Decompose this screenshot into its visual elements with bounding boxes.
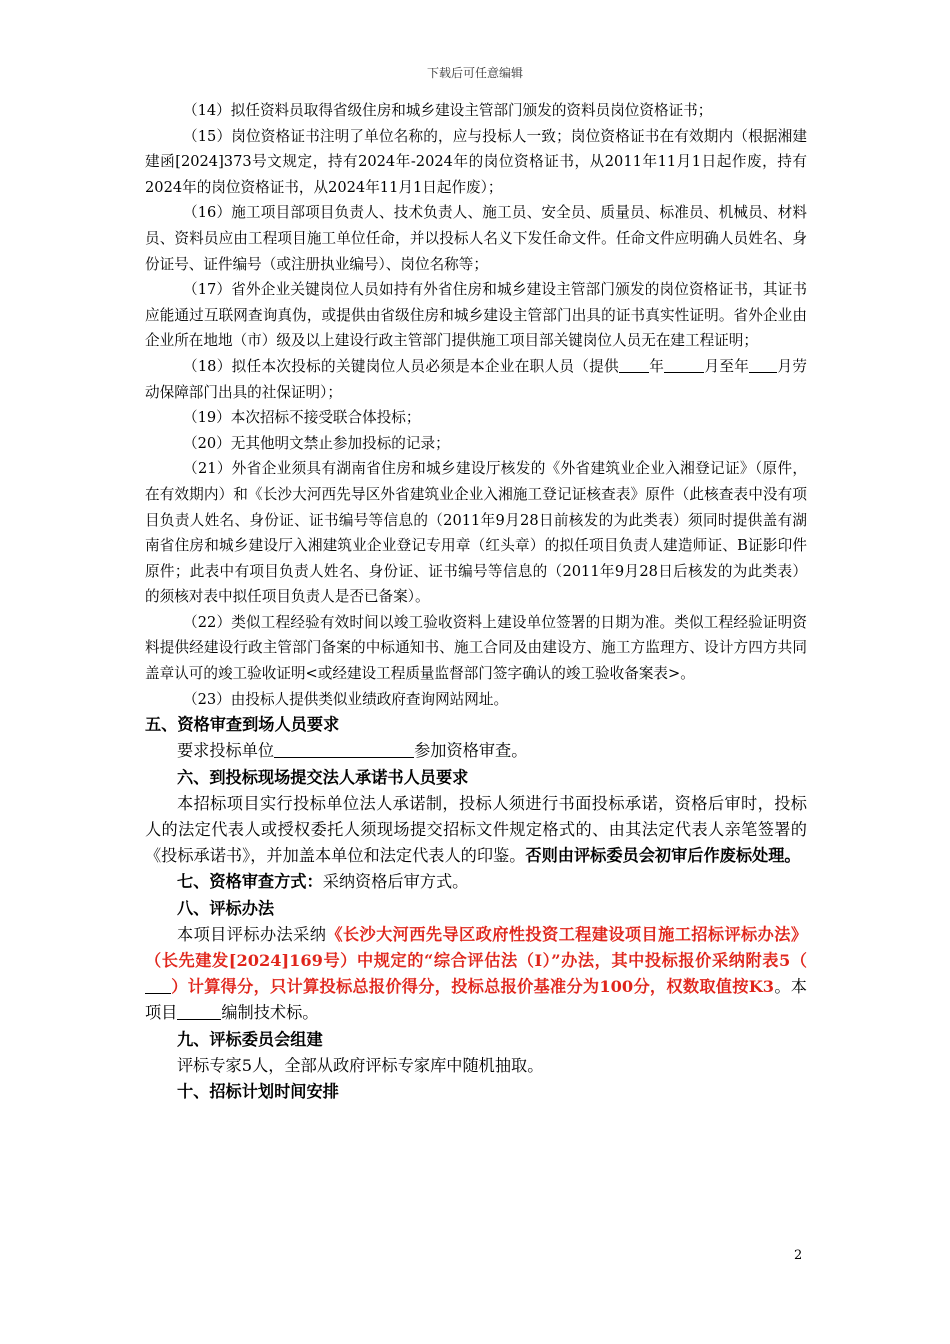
- clause-14: （14）拟任资料员取得省级住房和城乡建设主管部门颁发的资料员岗位资格证书；: [183, 102, 713, 119]
- clause-18-part-a: （18）拟任本次投标的关键岗位人员必须是本企业在职人员（提供: [183, 357, 619, 375]
- clause-16: （16）施工项目部项目负责人、技术负责人、施工员、安全员、质量员、标准员、机械员、材料员、资料员应由工程项目施工单位任命，并以投标人名义下发任命文件。任命文件应明确人员姓名、身份证号、证件编号（或注册执业编号）、岗位名称等；: [145, 204, 807, 273]
- section-8-red-text-1: 《长沙大河西先导区政府性投资工程建设项目施工招标评标办法》（长先建发[2024]169号）中规定的“综合评估法（Ⅰ）”办法，其中投标报价采纳附表5（: [145, 924, 808, 971]
- section-6-body: [145, 791, 807, 870]
- section-8-red-text-2: ）计算得分，只计算投标总报价得分，投标总报价基准分为100分，权数取值按K3: [171, 977, 775, 997]
- section-8-part-c: 编制技术标。: [221, 1003, 319, 1023]
- section-9-title: 九、评标委员会组建: [177, 1029, 323, 1049]
- section-5-part-b: 参加资格审查。: [414, 741, 528, 761]
- section-6-title: 六、到投标现场提交法人承诺书人员要求: [177, 767, 469, 787]
- section-9-body: 评标专家5人，全部从政府评标专家库中随机抽取。: [177, 1055, 544, 1075]
- section-7: [145, 869, 807, 895]
- section-6-text: 本招标项目实行投标单位法人承诺制，投标人须进行书面投标承诺，资格后审时，投标人的法定代表人或授权委托人须现场提交招标文件规定格式的、由其法定代表人亲笔签署的《投标承诺书》，并加盖本单位和法定代表人的印鉴。: [145, 793, 807, 866]
- clause-18-part-b: 年: [648, 357, 665, 375]
- section-7-body: 采纳资格后审方式。: [322, 872, 469, 892]
- section-5-part-a: 要求投标单位: [177, 741, 275, 761]
- clause-23: （23）由投标人提供类似业绩政府查询网站网址。: [183, 690, 509, 708]
- section-8-title: 八、评标办法: [177, 898, 275, 918]
- clause-18: [145, 354, 807, 405]
- section-6-bold-note: 否则由评标委员会初审后作废标处理。: [525, 846, 801, 866]
- section-8-body: [145, 922, 807, 1027]
- clause-18-part-d: 月劳动保障部门出具的社保证明）；: [145, 357, 807, 401]
- section-5-title: 五、资格审查到场人员要求: [145, 715, 340, 735]
- clause-18-part-c: 月至年: [704, 357, 750, 375]
- clause-21: （21）外省企业须具有湖南省住房和城乡建设厅核发的《外省建筑业企业入湘登记证》（原件，在有效期内）和《长沙大河西先导区外省建筑业企业入湘施工登记证核查表》原件（此核查表中没有项目负责人姓名、身份证、证书编号等信息的（2011年9月28日前核发的为此类表）须同时提供盖有湖南省住房和城乡建设厅入湘建筑业企业登记专用章（红头章）的拟任项目负责人建造师证、B证影印件原件；此表中有项目负责人姓名、身份证、证书编号等信息的（2011年9月28日后核发的为此类表）的须核对表中拟任项目负责人是否已备案）。: [145, 460, 807, 606]
- clause-17: （17）省外企业关键岗位人员如持有外省住房和城乡建设主管部门颁发的岗位资格证书，其证书应能通过互联网查询真伪，或提供由省级住房和城乡建设主管部门出具的证书真实性证明。省外企业由企业所在地地（市）级及以上建设行政主管部门提供施工项目部关键岗位人员无在建工程证明；: [145, 281, 807, 350]
- section-8-part-b: 。本项目: [145, 977, 807, 1023]
- blank-field: [177, 1003, 221, 1020]
- section-10-title: 十、招标计划时间安排: [177, 1082, 339, 1102]
- document-body: [145, 98, 807, 1105]
- section-7-title: 七、资格审查方式：: [177, 872, 323, 892]
- section-8-part-a: 本项目评标办法采纳: [177, 924, 327, 944]
- clause-22: （22）类似工程经验有效时间以竣工验收资料上建设单位签署的日期为准。类似工程经验证明资料提供经建设行政主管部门备案的中标通知书、施工合同及由建设方、施工方监理方、设计方四方共同盖章认可的竣工验收证明<或经建设工程质量监督部门签字确认的竣工验收备案表>。: [145, 613, 807, 683]
- clause-15: （15）岗位资格证书注明了单位名称的，应与投标人一致；岗位资格证书在有效期内（根据湘建建函[2024]373号文规定，持有2024年-2024年的岗位资格证书，从2011年11月1日起作废，持有2024年的岗位资格证书，从2024年11月1日起作废）；: [145, 127, 807, 196]
- blank-field: [619, 357, 649, 373]
- blank-field: [749, 357, 777, 373]
- blank-field: [664, 357, 704, 373]
- page-number: 2: [794, 1248, 803, 1263]
- blank-field: [274, 741, 414, 758]
- section-5-body: [145, 738, 807, 764]
- page-header: 下载后可任意编辑: [426, 66, 523, 80]
- clause-20: （20）无其他明文禁止参加投标的记录；: [183, 434, 450, 452]
- clause-19: （19）本次招标不接受联合体投标；: [183, 409, 421, 427]
- blank-field: [145, 977, 171, 994]
